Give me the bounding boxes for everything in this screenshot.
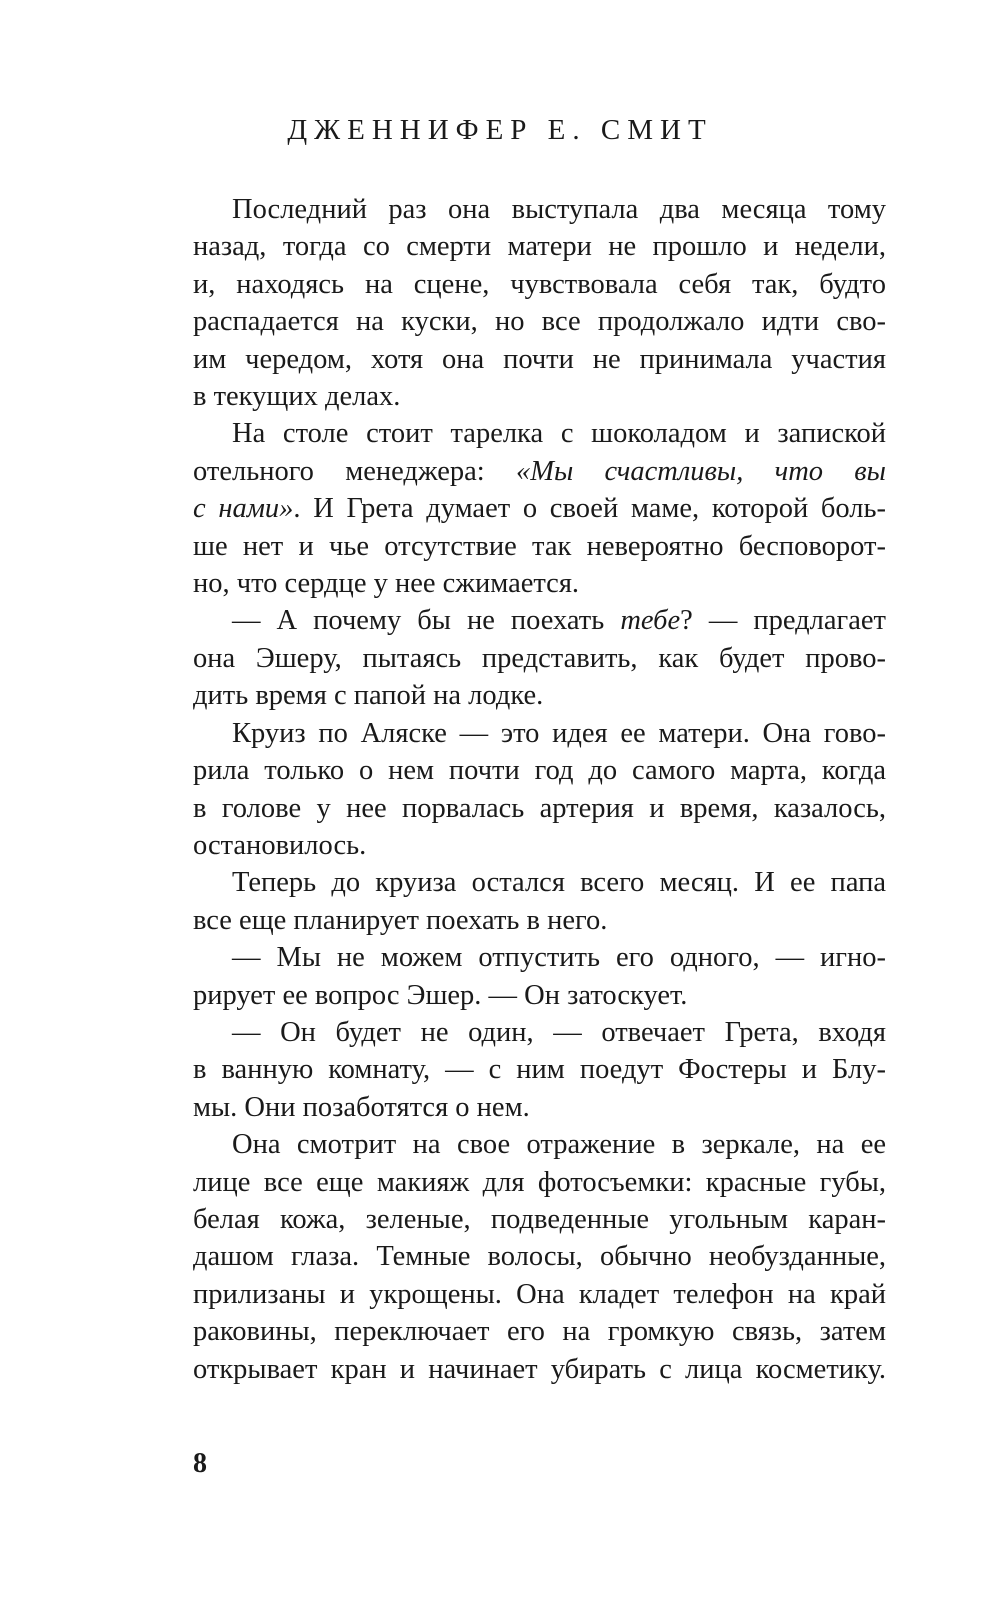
text-run: отельного менеджера: [193, 455, 516, 487]
paragraph-7 [193, 1014, 886, 1126]
paragraph-2 [193, 415, 886, 602]
text-line: открывает кран и начинает убирать с лица косметику. [193, 1353, 886, 1385]
italic-word: тебе [620, 605, 681, 637]
text-line: им чередом, хотя она почти не принимала участия [193, 343, 886, 375]
text-line: Теперь до круиза остался всего месяц. И ее папа [232, 867, 886, 899]
text-line: дашом глаза. Темные волосы, обычно необузданные, [193, 1241, 886, 1273]
paragraph-4 [193, 715, 886, 865]
text-line [193, 453, 886, 490]
page-number: 8 [193, 1448, 207, 1479]
text-line: остановилось. [193, 829, 367, 861]
text-line: — Он будет не один, — отвечает Грета, входя [232, 1016, 886, 1048]
text-line: в голове у нее порвалась артерия и время, казалось, [193, 792, 886, 824]
text-line: но, что сердце у нее сжимается. [193, 568, 580, 600]
text-line: в текущих делах. [193, 381, 401, 413]
text-line: белая кожа, зеленые, подведенные угольным каран- [193, 1203, 886, 1235]
running-head: ДЖЕННИФЕР Е. СМИТ [287, 114, 713, 146]
text-line: рирует ее вопрос Эшер. — Он затоскует. [193, 979, 688, 1011]
text-line: лице все еще макияж для фотосъемки: красные губы, [193, 1166, 886, 1198]
paragraph-3 [193, 602, 886, 714]
text-line: — Мы не можем отпустить его одного, — игно- [232, 942, 886, 974]
text-line: Она смотрит на свое отражение в зеркале, на ее [232, 1129, 886, 1161]
italic-quote: «Мы счастливы, что вы [515, 455, 886, 487]
text-line: все еще планирует поехать в него. [193, 904, 608, 936]
text-line: Круиз по Аляске — это идея ее матери. Она гово- [232, 717, 886, 749]
text-line: На столе стоит тарелка с шоколадом и запиской [232, 418, 886, 450]
text-line: дить время с папой на лодке. [193, 680, 544, 712]
text-line: прилизаны и укрощены. Она кладет телефон на край [193, 1278, 886, 1310]
text-run: — А почему бы не поехать [232, 605, 621, 637]
paragraph-8 [193, 1126, 886, 1388]
text-run: ? — предлагает [680, 605, 886, 637]
text-line: ше нет и чье отсутствие так невероятно бесповорот- [193, 530, 886, 562]
text-run: . И Грета думает о своей маме, которой боль- [293, 493, 886, 525]
text-line: мы. Они позаботятся о нем. [193, 1091, 530, 1123]
text-line [193, 490, 886, 527]
text-line: Последний раз она выступала два месяца тому [232, 194, 886, 225]
text-line: и, находясь на сцене, чувствовала себя так, будто [193, 268, 886, 300]
body-text [193, 191, 886, 1388]
paragraph-5 [193, 864, 886, 939]
paragraph-1 [193, 191, 886, 415]
text-line: распадается на куски, но все продолжало идти сво- [193, 306, 886, 338]
text-line: раковины, переключает его на громкую связь, затем [193, 1316, 886, 1348]
italic-quote: с нами» [193, 493, 294, 525]
text-line: назад, тогда со смерти матери не прошло и недели, [193, 231, 886, 263]
text-line [193, 602, 886, 639]
paragraph-6 [193, 939, 886, 1014]
text-line: в ванную комнату, — с ним поедут Фостеры и Блу- [193, 1054, 886, 1086]
text-line: она Эшеру, пытаясь представить, как будет прово- [193, 642, 886, 674]
text-line: рила только о нем почти год до самого марта, когда [193, 755, 886, 787]
